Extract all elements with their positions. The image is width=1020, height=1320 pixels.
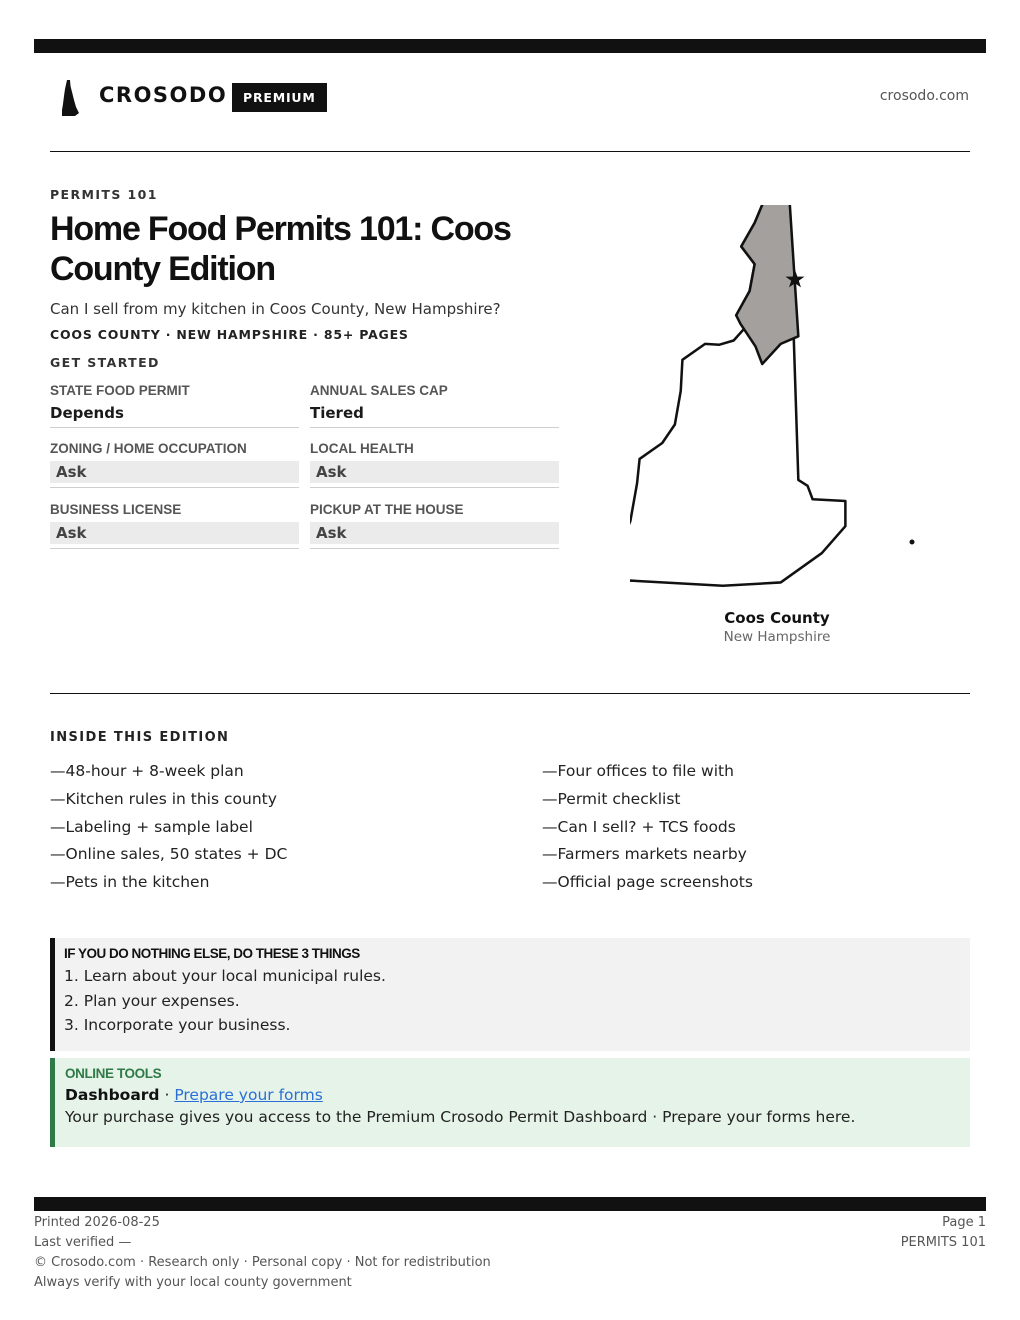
printed-date: Printed 2026-08-25	[34, 1215, 160, 1230]
header-divider	[50, 151, 970, 152]
contents-item: —Four offices to file with	[542, 762, 734, 780]
contents-item: —Kitchen rules in this county	[50, 789, 277, 808]
permit-label: ANNUAL SALES CAP	[310, 383, 448, 398]
permit-value: Ask	[310, 461, 559, 483]
todo-item: 2. Plan your expenses.	[64, 991, 240, 1010]
contents-item: —Can I sell? + TCS foods	[542, 817, 736, 836]
footer-left	[34, 1213, 491, 1293]
page-title: Home Food Permits 101: Coos County Edition	[50, 210, 511, 288]
verify-note: Always verify with your local county government	[34, 1275, 352, 1290]
todo-heading: IF YOU DO NOTHING ELSE, DO THESE 3 THINGS	[64, 946, 360, 961]
todo-item: 3. Incorporate your business.	[64, 1016, 291, 1034]
prepare-forms-link[interactable]: Prepare your forms	[174, 1086, 323, 1104]
permit-label: STATE FOOD PERMIT	[50, 383, 190, 398]
top-rule-bar	[34, 39, 986, 53]
todo-item: 1. Learn about your local municipal rules.	[64, 967, 386, 985]
island-dot	[910, 540, 915, 545]
footer-section: PERMITS 101	[900, 1235, 986, 1250]
map-state-name: New Hampshire	[723, 629, 831, 645]
footer-right	[901, 1213, 986, 1253]
dashboard-line	[65, 1086, 970, 1104]
permit-value: Ask	[310, 522, 559, 544]
separator: ·	[159, 1086, 175, 1104]
permit-label: BUSINESS LICENSE	[50, 502, 182, 517]
contents-item: —Farmers markets nearby	[542, 845, 747, 864]
permit-label: PICKUP AT THE HOUSE	[310, 502, 464, 517]
copyright: © Crosodo.com · Research only · Personal copy · Not for redistribution	[34, 1255, 491, 1270]
permit-value: Ask	[50, 522, 299, 544]
page-number: Page 1	[942, 1215, 986, 1230]
permit-label: ZONING / HOME OCCUPATION	[50, 441, 247, 456]
permit-local-health	[310, 441, 559, 488]
site-url[interactable]: crosodo.com	[879, 88, 969, 104]
inside-edition-heading: INSIDE THIS EDITION	[50, 730, 230, 745]
section-kicker: PERMITS 101	[50, 187, 158, 202]
map-caption	[677, 609, 877, 645]
contents-item: —Labeling + sample label	[50, 817, 253, 836]
contents-item: —Permit checklist	[542, 789, 681, 808]
new-hampshire-logo-icon	[58, 80, 82, 116]
edition-meta: COOS COUNTY · NEW HAMPSHIRE · 85+ PAGES	[50, 327, 409, 342]
get-started-heading: GET STARTED	[50, 355, 160, 370]
todo-callout	[50, 938, 970, 1051]
state-outline	[630, 205, 845, 586]
premium-badge: PREMIUM	[232, 83, 327, 112]
tools-description: Your purchase gives you access to the Premium Crosodo Permit Dashboard · Prepare your forms here.	[65, 1108, 856, 1126]
permit-value: Depends	[50, 404, 124, 422]
permit-value: Ask	[50, 461, 299, 483]
contents-list-left	[50, 758, 490, 897]
permit-annual-sales-cap	[310, 383, 559, 428]
online-tools-callout	[50, 1058, 970, 1147]
permit-state-food	[50, 383, 299, 428]
contents-item: —Pets in the kitchen	[50, 873, 210, 892]
footer-rule-bar	[34, 1197, 986, 1211]
contents-list-right	[542, 758, 982, 897]
map-county-name: Coos County	[724, 609, 830, 627]
last-verified: Last verified —	[34, 1235, 132, 1250]
permit-pickup	[310, 502, 559, 549]
page-subtitle: Can I sell from my kitchen in Coos County, New Hampshire?	[50, 300, 501, 318]
permit-value: Tiered	[310, 404, 364, 422]
online-tools-heading: ONLINE TOOLS	[65, 1066, 162, 1081]
contents-item: —48-hour + 8-week plan	[50, 762, 244, 780]
section-divider	[50, 693, 970, 694]
state-map	[630, 205, 930, 590]
brand-name: CROSODO	[99, 83, 228, 107]
permit-business-license	[50, 502, 299, 549]
permit-zoning	[50, 441, 299, 488]
contents-item: —Online sales, 50 states + DC	[50, 845, 288, 864]
permit-label: LOCAL HEALTH	[310, 441, 414, 456]
contents-item: —Official page screenshots	[542, 873, 753, 892]
dashboard-label: Dashboard	[65, 1086, 160, 1104]
